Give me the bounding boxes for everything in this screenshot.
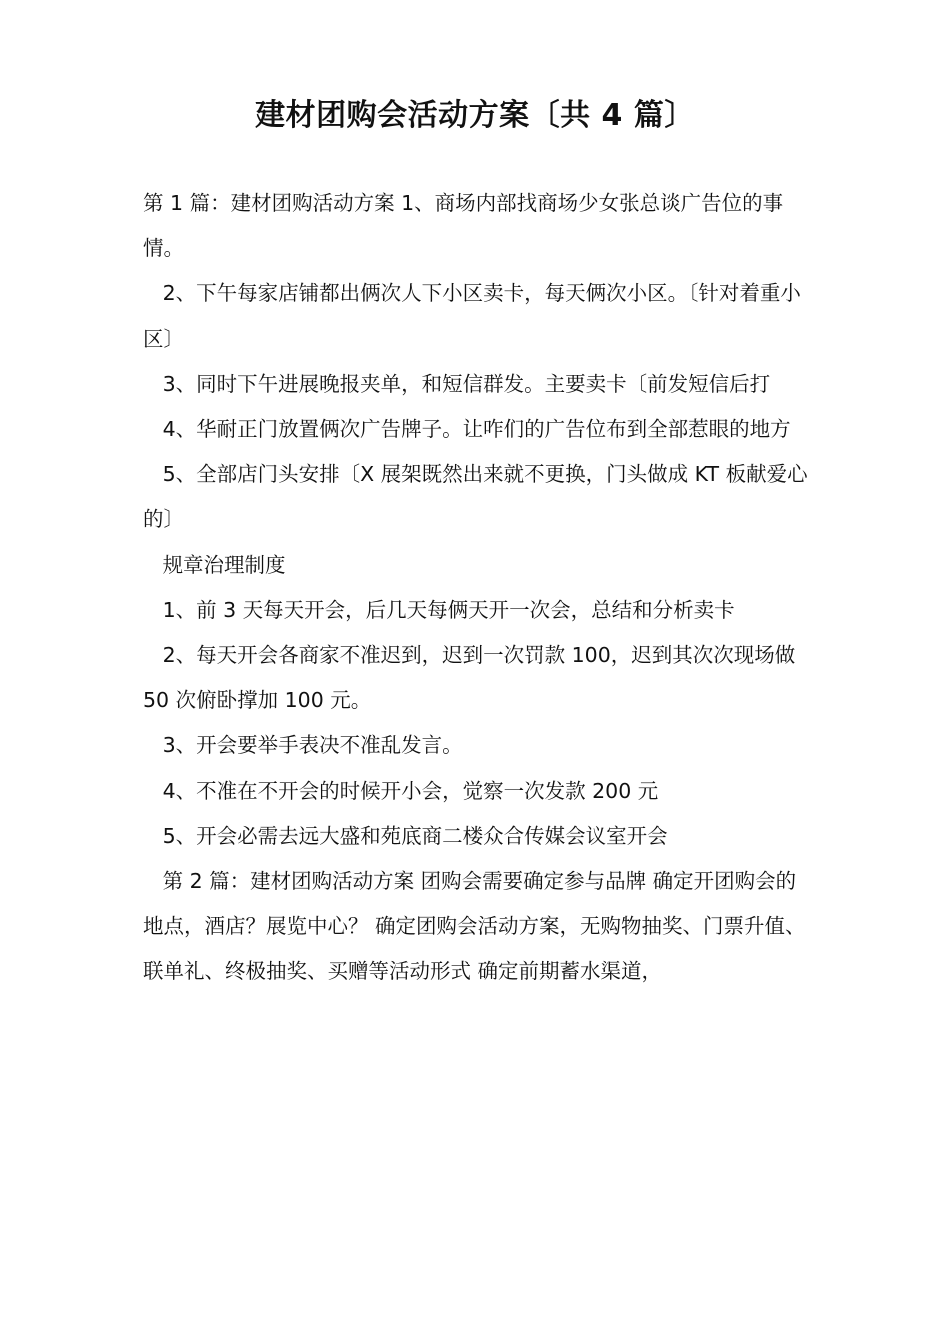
paragraph-9: 3、开会要举手表决不准乱发言。 [143, 733, 463, 758]
paragraph-1: 第 1 篇：建材团购活动方案 1、商场内部找商场少女张总谈广告位的事情。 [143, 191, 784, 261]
paragraph-7: 1、前 3 天每天开会，后几天每俩天开一次会，总结和分析卖卡 [143, 597, 735, 622]
paragraph-5: 5、全部店门头安排〔X 展架既然出来就不更换，门头做成 KT 板献爱心的〕 [143, 462, 808, 532]
section-heading-rules: 规章治理制度 [143, 552, 286, 577]
paragraph-4: 4、华耐正门放置俩次广告牌子。让咋们的广告位布到全部惹眼的地方 [143, 417, 791, 442]
paragraph-12: 第 2 篇：建材团购活动方案 团购会需要确定参与品牌 确定开团购会的地点，酒店？展览中心？ 确定团购会活动方案，无购物抽奖、门票升值、联单礼、终极抽奖、买赠等活动形式 确定前期蓄水渠道， [143, 869, 806, 984]
paragraph-11: 5、开会必需去远大盛和苑底商二楼众合传媒会议室开会 [143, 823, 668, 848]
paragraph-10: 4、不准在不开会的时候开小会，觉察一次发款 200 元 [143, 778, 659, 803]
document-body [143, 181, 813, 995]
paragraph-3: 3、同时下午进展晚报夹单，和短信群发。主要卖卡〔前发短信后打 [143, 371, 771, 396]
paragraph-8: 2、每天开会各商家不准迟到，迟到一次罚款 100，迟到其次次现场做 50 次俯卧撑加 100 元。 [143, 643, 802, 713]
document-title: 建材团购会活动方案〔共 4 篇〕 [255, 98, 695, 133]
paragraph-2: 2、下午每家店铺都出俩次人下小区卖卡，每天俩次小区。〔针对着重小区〕 [143, 281, 801, 351]
